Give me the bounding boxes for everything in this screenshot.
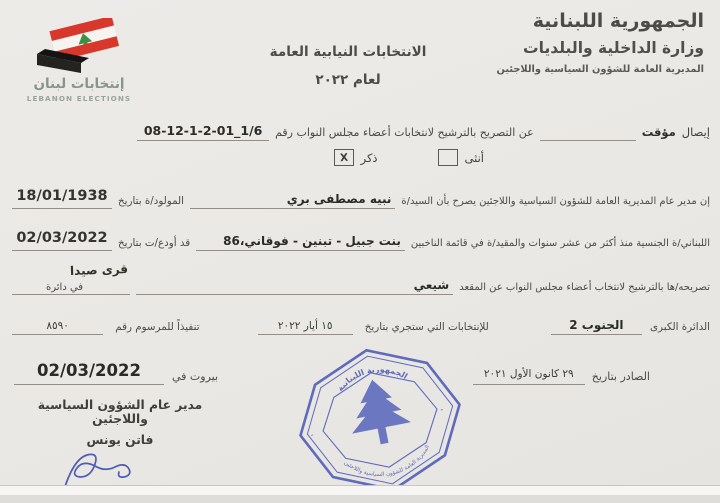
district-field [12,261,130,295]
dob-value: 18/01/1938 [16,188,108,204]
logo-arabic-text: إنتخابات لبنان [33,76,125,92]
major-district-row [12,314,710,335]
receipt-label: إيصال [681,125,710,139]
receipt-middle-label: عن التصريح بالترشيح لانتخابات أعضاء مجلس النواب رقم [275,126,534,139]
stamp-top-text: الجمهورية اللبنانية [335,364,410,394]
male-checkbox-mark: X [339,151,349,164]
svg-text:-: - [309,430,315,440]
district-label: في دائرة [46,282,84,293]
decree-label: تنفيذاً للمرسوم رقم [115,321,200,333]
voter-list-row [12,224,710,251]
elections-date-label: للإنتخابات التي ستجري بتاريخ [364,321,489,333]
female-label: أنثى [464,151,484,165]
svg-text:-: - [439,404,444,415]
lebanon-elections-logo [24,18,134,103]
decree-number-field [12,314,103,335]
candidate-name: نبيه مصطفى بري [286,192,392,206]
seat-value: شيعي [413,278,450,292]
male-label: ذكر [360,151,378,165]
seat-field [136,274,453,295]
receipt-row [12,120,710,141]
gender-row [334,149,484,167]
major-district-field [551,314,642,335]
declaration-row [12,182,710,209]
voter-list-field [196,230,405,251]
logo-english-text: LEBANON ELECTIONS [26,94,132,103]
signatory-name: فاتن يونس [86,433,154,447]
deposit-label: قد أودع/ت بتاريخ [118,237,191,249]
stamp-icon [296,346,464,494]
directorate-title: المديرية العامة للشؤون السياسية واللاجئين [496,64,704,75]
title-line2: لعام ٢٠٢٢ [315,72,381,88]
major-district-value: الجنوب 2 [569,318,624,332]
government-header [497,10,705,75]
place-date-field [14,356,164,385]
ballot-box-icon [29,18,129,74]
title-line1: الانتخابات النيابية العامة [269,44,427,60]
stamp-cedar-icon [343,374,414,449]
receipt-number: 08-12-1-2-01_1/6 [143,123,263,138]
female-checkbox [438,149,458,166]
election-date-value: ١٥ أيار ٢٠٢٢ [277,320,333,332]
declaration-label: إن مدير عام المديرية العامة للشؤون السياسية واللاجئين يصرح بأن السيد/ة [401,196,710,207]
deposit-date-field [12,224,112,251]
election-date-field [258,314,353,335]
issued-date-field [473,360,585,385]
seat-row [12,261,710,295]
republic-title: الجمهورية اللبنانية [532,10,704,32]
paper-edge [0,485,720,495]
candidate-name-field [190,188,395,209]
receipt-number-field [137,120,269,141]
dob-label: المولود/ة بتاريخ [118,195,185,207]
receipt-blank-line [540,120,636,141]
place-label: بيروت في [172,370,219,383]
document-title [248,44,448,88]
issued-label: الصادر بتاريخ [591,370,650,383]
district-value: قرى صيدا [69,261,129,279]
place-date-value: 02/03/2022 [37,361,141,380]
issued-date-value: ٢٩ كانون الأول ٢٠٢١ [483,368,574,380]
decree-number-value: ٨٥٩٠ [46,320,69,332]
deposit-date-value: 02/03/2022 [16,230,108,246]
male-checkbox [334,149,354,166]
official-stamp [296,346,464,498]
receipt-type-value: مؤقت [641,125,676,139]
major-district-label: الدائرة الكبرى [649,321,710,333]
dob-field [12,182,112,209]
signatory-title: مدير عام الشؤون السياسية واللاجئين [37,398,203,426]
seat-label: تصريحه/ها بالترشيح لانتخاب أعضاء مجلس النواب عن المقعد [459,282,710,293]
nationality-label: اللبناني/ة الجنسية منذ أكثر من عشر سنوات والمقيد/ة في قائمة الناخبين [410,238,710,249]
ministry-title: وزارة الداخلية والبلديات [523,39,704,57]
voter-list-value: بنت جبيل - تبنين - فوقاني،86 [223,234,401,248]
stamp-bottom-text: المديرية العامة للشؤون السياسية واللاجئين [342,444,432,479]
